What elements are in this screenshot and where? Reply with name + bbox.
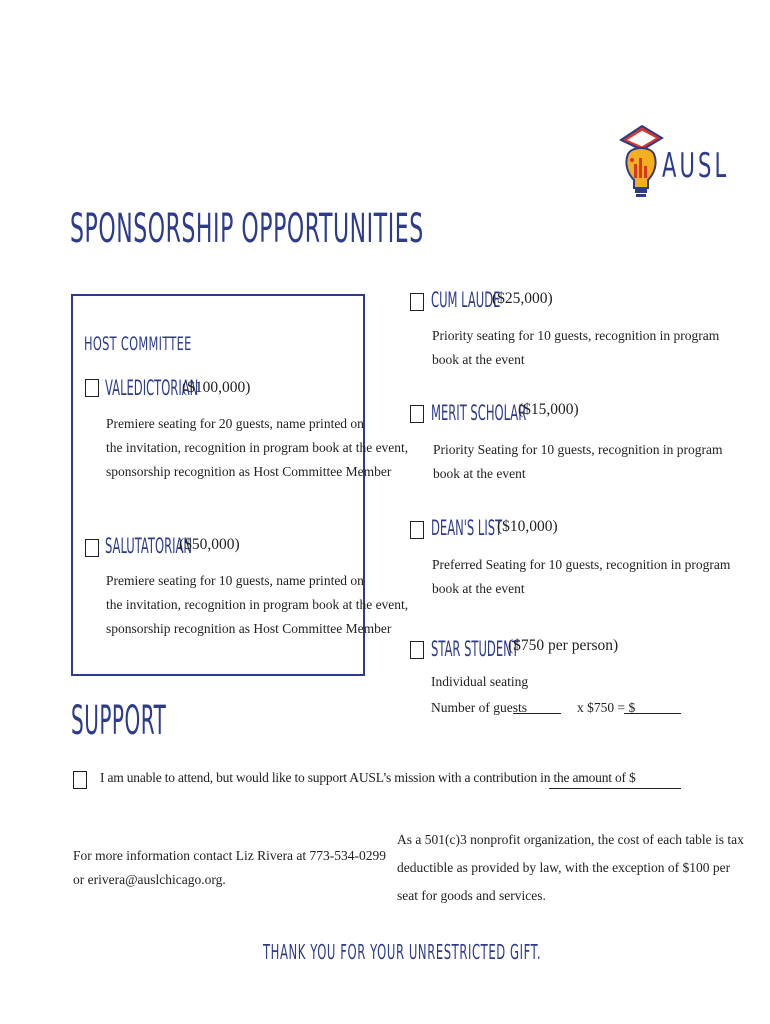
tax-line: seat for goods and services.	[397, 888, 546, 903]
description-line: book at the event	[432, 352, 525, 367]
support-text: I am unable to attend, but would like to support AUSL’s mission with a contribution in the amount of $	[100, 770, 636, 785]
contact-info	[73, 844, 386, 892]
description-line: the invitation, recognition in program book at the event,	[106, 597, 409, 612]
support-checkbox[interactable]	[73, 771, 87, 789]
tax-statement	[397, 826, 744, 910]
description-line: the invitation, recognition in program book at the event,	[106, 440, 409, 455]
description-line: Preferred Seating for 10 guests, recognition in program	[432, 557, 731, 572]
salutatorian-label: SALUTATORIAN	[105, 534, 193, 558]
guests-input-line[interactable]	[513, 713, 561, 714]
salutatorian-price: ($50,000)	[179, 536, 240, 553]
deans-list-checkbox[interactable]	[410, 521, 424, 539]
page-title: SPONSORSHIP OPPORTUNITIES	[70, 206, 424, 252]
deans-list-price: ($10,000)	[497, 518, 558, 535]
description-line: Priority Seating for 10 guests, recognition in program	[433, 442, 723, 457]
contact-email[interactable]: or erivera@auslchicago.org.	[73, 872, 226, 887]
description-line: Priority seating for 10 guests, recognition in program	[432, 328, 720, 343]
logo-text: AUSL	[662, 146, 730, 186]
star-student-label: STAR STUDENT	[431, 637, 519, 661]
valedictorian-price: ($100,000)	[182, 379, 251, 396]
merit-scholar-description	[433, 438, 722, 486]
cum-laude-checkbox[interactable]	[410, 293, 424, 311]
thank-you-text: THANK YOU FOR YOUR UNRESTRICTED GIFT.	[263, 940, 542, 964]
cum-laude-label: CUM LAUDE	[431, 288, 501, 312]
salutatorian-description	[106, 569, 408, 641]
support-heading: SUPPORT	[71, 698, 167, 744]
logo	[614, 120, 730, 200]
tax-line: deductible as provided by law, with the exception of $100 per	[397, 860, 731, 875]
merit-scholar-checkbox[interactable]	[410, 405, 424, 423]
cum-laude-description	[432, 324, 719, 372]
merit-scholar-label: MERIT SCHOLAR	[431, 401, 527, 425]
deans-list-description	[432, 553, 730, 601]
deans-list-label: DEAN'S LIST	[431, 516, 503, 540]
description-line: Premiere seating for 10 guests, name printed on	[106, 573, 364, 588]
merit-scholar-price: ($15,000)	[518, 401, 579, 418]
host-committee-heading: HOST COMMITTEE	[84, 333, 192, 355]
description-line: book at the event	[432, 581, 525, 596]
description-line: Premiere seating for 20 guests, name printed on	[106, 416, 364, 431]
star-student-seating: Individual seating	[431, 674, 529, 689]
salutatorian-checkbox[interactable]	[85, 539, 99, 557]
contribution-amount-line[interactable]	[549, 788, 681, 789]
valedictorian-label: VALEDICTORIAN	[105, 376, 199, 400]
tax-line: As a 501(c)3 nonprofit organization, the cost of each table is tax	[397, 832, 744, 847]
multiplier-label: x $750 = $	[577, 700, 636, 715]
lightbulb-mortarboard-icon	[618, 120, 664, 200]
description-line: book at the event	[433, 466, 526, 481]
description-line: sponsorship recognition as Host Committee Member	[106, 621, 392, 636]
total-amount-line[interactable]	[624, 713, 681, 714]
cum-laude-price: ($25,000)	[492, 290, 553, 307]
valedictorian-checkbox[interactable]	[85, 379, 99, 397]
star-student-price: ($750 per person)	[508, 637, 619, 654]
valedictorian-description	[106, 412, 408, 484]
contact-line: For more information contact Liz Rivera at 773-534-0299	[73, 848, 387, 863]
star-student-checkbox[interactable]	[410, 641, 424, 659]
description-line: sponsorship recognition as Host Committee Member	[106, 464, 392, 479]
guests-label: Number of guests	[431, 700, 527, 715]
